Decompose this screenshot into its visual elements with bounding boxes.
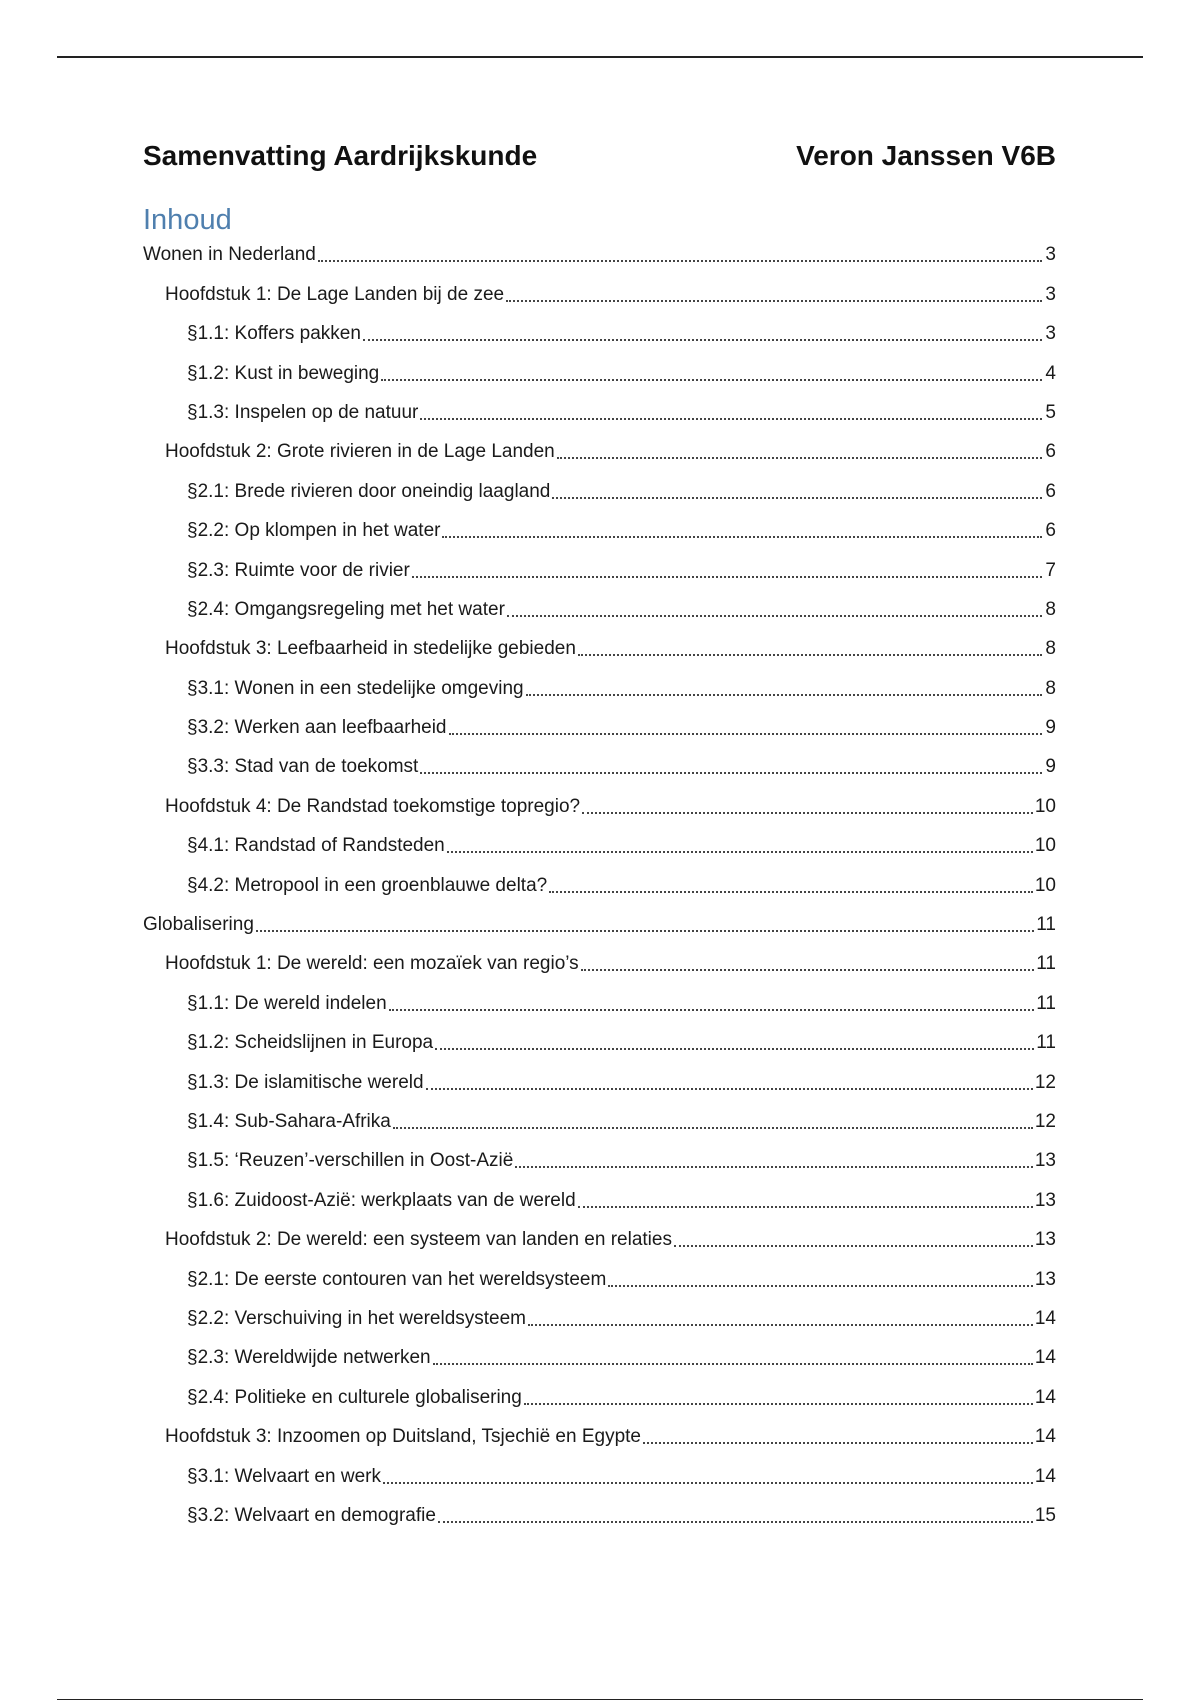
dot-leader bbox=[506, 300, 1042, 302]
toc-entry[interactable] bbox=[143, 1223, 1056, 1262]
toc-entry-page: 12 bbox=[1034, 1071, 1056, 1093]
dot-leader bbox=[420, 418, 1042, 420]
dot-leader bbox=[449, 733, 1043, 735]
toc-entry-page: 14 bbox=[1034, 1426, 1056, 1448]
toc-entry-page: 6 bbox=[1045, 480, 1056, 502]
document-header bbox=[143, 140, 1056, 172]
toc-entry[interactable] bbox=[143, 1420, 1056, 1459]
toc-entry-title: Hoofdstuk 2: Grote rivieren in de Lage Landen bbox=[165, 441, 555, 463]
toc-entry-title: §1.3: Inspelen op de natuur bbox=[187, 401, 419, 423]
toc-entry-title: §3.2: Werken aan leefbaarheid bbox=[187, 717, 447, 739]
toc-entry-page: 15 bbox=[1034, 1504, 1056, 1526]
toc-entry[interactable] bbox=[143, 868, 1056, 907]
toc-entry[interactable] bbox=[143, 1302, 1056, 1341]
dot-leader bbox=[515, 1166, 1033, 1168]
toc-entry[interactable] bbox=[143, 1065, 1056, 1104]
toc-entry[interactable] bbox=[143, 474, 1056, 513]
toc-entry[interactable] bbox=[143, 908, 1056, 947]
dot-leader bbox=[438, 1521, 1033, 1523]
dot-leader bbox=[426, 1088, 1033, 1090]
dot-leader bbox=[256, 930, 1034, 932]
toc-entry-page: 4 bbox=[1045, 362, 1056, 384]
toc-entry-title: Hoofdstuk 3: Inzoomen op Duitsland, Tsjechië en Egypte bbox=[165, 1426, 641, 1448]
dot-leader bbox=[447, 851, 1033, 853]
toc-entry[interactable] bbox=[143, 1183, 1056, 1222]
toc-entry-title: Wonen in Nederland bbox=[143, 244, 316, 266]
toc-entry-title: §3.1: Wonen in een stedelijke omgeving bbox=[187, 677, 524, 699]
toc-entry-title: Globalisering bbox=[143, 914, 254, 936]
toc-entry[interactable] bbox=[143, 435, 1056, 474]
dot-leader bbox=[412, 576, 1042, 578]
toc-entry[interactable] bbox=[143, 238, 1056, 277]
toc-entry-page: 13 bbox=[1034, 1268, 1056, 1290]
toc-entry-title: §2.4: Omgangsregeling met het water bbox=[187, 598, 505, 620]
toc-entry[interactable] bbox=[143, 1499, 1056, 1538]
toc-entry-page: 3 bbox=[1045, 323, 1056, 345]
dot-leader bbox=[435, 1048, 1034, 1050]
dot-leader bbox=[528, 1324, 1033, 1326]
toc-entry-page: 11 bbox=[1036, 953, 1056, 975]
toc-entry[interactable] bbox=[143, 1380, 1056, 1419]
toc-entry-title: §4.1: Randstad of Randsteden bbox=[187, 835, 445, 857]
toc-entry[interactable] bbox=[143, 514, 1056, 553]
toc-entry[interactable] bbox=[143, 947, 1056, 986]
toc-entry-title: §1.1: De wereld indelen bbox=[187, 992, 387, 1014]
toc-entry[interactable] bbox=[143, 1459, 1056, 1498]
document-title: Samenvatting Aardrijkskunde bbox=[143, 140, 538, 171]
dot-leader bbox=[643, 1442, 1033, 1444]
dot-leader bbox=[393, 1127, 1033, 1129]
toc-entry-title: §2.2: Verschuiving in het wereldsysteem bbox=[187, 1307, 527, 1329]
toc-entry-title: §1.4: Sub-Sahara-Afrika bbox=[187, 1110, 391, 1132]
toc-entry[interactable] bbox=[143, 1026, 1056, 1065]
toc-entry-page: 10 bbox=[1034, 795, 1056, 817]
dot-leader bbox=[526, 694, 1042, 696]
toc-entry-page: 3 bbox=[1045, 244, 1056, 266]
dot-leader bbox=[442, 536, 1042, 538]
toc-entry-title: §1.2: Scheidslijnen in Europa bbox=[187, 1032, 434, 1054]
toc-entry-title: Hoofdstuk 4: De Randstad toekomstige topregio? bbox=[165, 795, 581, 817]
dot-leader bbox=[381, 379, 1042, 381]
toc-entry[interactable] bbox=[143, 1144, 1056, 1183]
dot-leader bbox=[363, 339, 1042, 341]
toc-entry-title: §3.3: Stad van de toekomst bbox=[187, 756, 419, 778]
toc-entry-title: Hoofdstuk 2: De wereld: een systeem van landen en relaties bbox=[165, 1229, 672, 1251]
toc-entry-page: 3 bbox=[1045, 283, 1056, 305]
toc-entry-page: 6 bbox=[1045, 520, 1056, 542]
toc-entry-page: 11 bbox=[1036, 992, 1056, 1014]
dot-leader bbox=[524, 1403, 1033, 1405]
toc-entry-page: 10 bbox=[1034, 835, 1056, 857]
toc-entry-page: 13 bbox=[1034, 1189, 1056, 1211]
toc-entry[interactable] bbox=[143, 1105, 1056, 1144]
toc-entry-title: §2.1: De eerste contouren van het wereldsysteem bbox=[187, 1268, 607, 1290]
dot-leader bbox=[582, 812, 1033, 814]
dot-leader bbox=[549, 891, 1033, 893]
toc-entry[interactable] bbox=[143, 671, 1056, 710]
toc-entry-page: 8 bbox=[1045, 677, 1056, 699]
toc-entry-title: §2.2: Op klompen in het water bbox=[187, 520, 441, 542]
toc-entry-page: 6 bbox=[1045, 441, 1056, 463]
toc-entry-title: §2.3: Ruimte voor de rivier bbox=[187, 559, 410, 581]
toc-entry[interactable] bbox=[143, 789, 1056, 828]
toc-entry-page: 10 bbox=[1034, 874, 1056, 896]
toc-entry[interactable] bbox=[143, 986, 1056, 1025]
toc-entry[interactable] bbox=[143, 750, 1056, 789]
toc-entry-page: 8 bbox=[1045, 598, 1056, 620]
toc-entry[interactable] bbox=[143, 317, 1056, 356]
toc-entry-page: 7 bbox=[1045, 559, 1056, 581]
toc-entry[interactable] bbox=[143, 829, 1056, 868]
toc-entry-title: §2.1: Brede rivieren door oneindig laagland bbox=[187, 480, 551, 502]
table-of-contents bbox=[143, 238, 1056, 1538]
dot-leader bbox=[383, 1482, 1033, 1484]
toc-entry-page: 9 bbox=[1045, 756, 1056, 778]
dot-leader bbox=[433, 1363, 1033, 1365]
toc-entry[interactable] bbox=[143, 1262, 1056, 1301]
toc-entry-page: 14 bbox=[1034, 1347, 1056, 1369]
toc-entry-title: §1.5: ‘Reuzen’-verschillen in Oost-Azië bbox=[187, 1150, 514, 1172]
toc-entry[interactable] bbox=[143, 277, 1056, 316]
dot-leader bbox=[674, 1245, 1033, 1247]
toc-entry-page: 12 bbox=[1034, 1110, 1056, 1132]
toc-entry-title: §3.1: Welvaart en werk bbox=[187, 1465, 381, 1487]
toc-entry-title: Hoofdstuk 1: De Lage Landen bij de zee bbox=[165, 283, 505, 305]
toc-entry-page: 14 bbox=[1034, 1465, 1056, 1487]
toc-entry-title: §2.4: Politieke en culturele globalisering bbox=[187, 1386, 522, 1408]
dot-leader bbox=[389, 1009, 1035, 1011]
toc-entry-page: 13 bbox=[1034, 1150, 1056, 1172]
toc-entry-page: 9 bbox=[1045, 717, 1056, 739]
toc-entry[interactable] bbox=[143, 356, 1056, 395]
dot-leader bbox=[578, 1206, 1033, 1208]
toc-entry[interactable] bbox=[143, 593, 1056, 632]
document-author: Veron Janssen V6B bbox=[796, 140, 1056, 171]
toc-entry-title: §1.6: Zuidoost-Azië: werkplaats van de wereld bbox=[187, 1189, 576, 1211]
toc-entry-title: §1.2: Kust in beweging bbox=[187, 362, 380, 384]
toc-entry-title: §3.2: Welvaart en demografie bbox=[187, 1504, 436, 1526]
toc-entry-page: 14 bbox=[1034, 1386, 1056, 1408]
toc-entry[interactable] bbox=[143, 553, 1056, 592]
toc-entry-title: Hoofdstuk 1: De wereld: een mozaïek van regio’s bbox=[165, 953, 579, 975]
dot-leader bbox=[578, 654, 1042, 656]
toc-entry-title: §1.1: Koffers pakken bbox=[187, 323, 361, 345]
toc-entry[interactable] bbox=[143, 711, 1056, 750]
dot-leader bbox=[420, 772, 1042, 774]
toc-entry-page: 11 bbox=[1036, 1032, 1056, 1054]
toc-entry-title: §2.3: Wereldwijde netwerken bbox=[187, 1347, 431, 1369]
dot-leader bbox=[507, 615, 1042, 617]
toc-entry-title: §1.3: De islamitische wereld bbox=[187, 1071, 424, 1093]
dot-leader bbox=[552, 497, 1042, 499]
toc-entry-title: Hoofdstuk 3: Leefbaarheid in stedelijke gebieden bbox=[165, 638, 576, 660]
toc-heading: Inhoud bbox=[143, 204, 232, 236]
top-rule bbox=[57, 56, 1143, 58]
dot-leader bbox=[318, 260, 1042, 262]
toc-entry-title: §4.2: Metropool in een groenblauwe delta? bbox=[187, 874, 548, 896]
toc-entry-page: 13 bbox=[1034, 1229, 1056, 1251]
toc-entry[interactable] bbox=[143, 632, 1056, 671]
dot-leader bbox=[557, 457, 1042, 459]
toc-entry-page: 8 bbox=[1045, 638, 1056, 660]
dot-leader bbox=[581, 969, 1035, 971]
dot-leader bbox=[608, 1285, 1033, 1287]
toc-entry-page: 11 bbox=[1036, 914, 1056, 936]
toc-entry[interactable] bbox=[143, 1341, 1056, 1380]
toc-entry[interactable] bbox=[143, 396, 1056, 435]
toc-entry-page: 14 bbox=[1034, 1307, 1056, 1329]
toc-entry-page: 5 bbox=[1045, 401, 1056, 423]
